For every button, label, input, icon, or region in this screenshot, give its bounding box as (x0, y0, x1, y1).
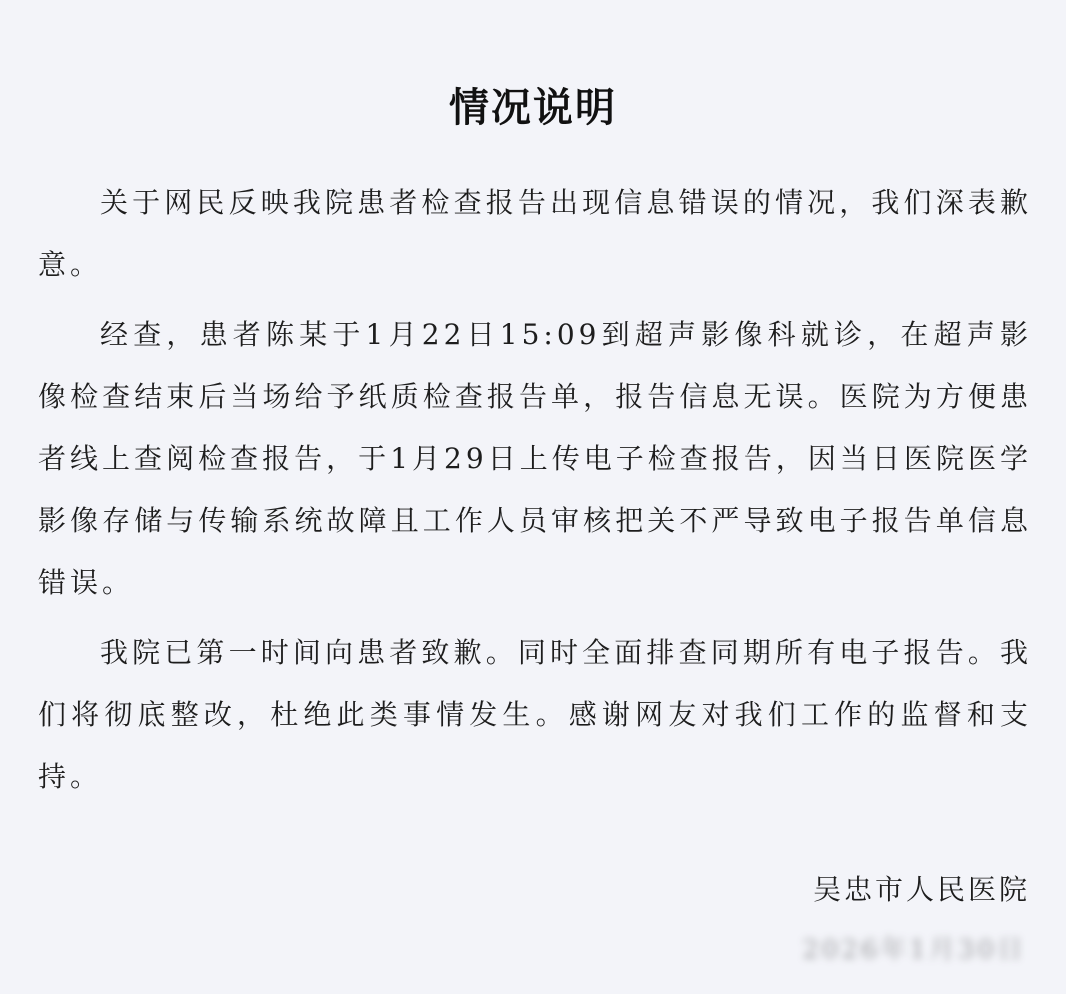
paragraph-investigation: 经查，患者陈某于1月22日15:09到超声影像科就诊，在超声影像检查结束后当场给予纸质检查报告单，报告信息无误。医院为方便患者线上查阅检查报告，于1月29日上传电子检查报告，因当日医院医学影像存储与传输系统故障且工作人员审核把关不严导致电子报告单信息错误。 (38, 318, 1032, 599)
document-body (38, 172, 1032, 816)
paragraph-apology: 关于网民反映我院患者检查报告出现信息错误的情况，我们深表歉意。 (38, 186, 1032, 281)
issuer-signature: 吴忠市人民医院 (812, 873, 1030, 906)
paragraph-remedy: 我院已第一时间向患者致歉。同时全面排查同期所有电子报告。我们将彻底整改，杜绝此类事情发生。感谢网友对我们工作的监督和支持。 (38, 636, 1032, 793)
document-title: 情况说明 (449, 85, 617, 131)
issue-date: 2026年1月30日 (802, 935, 1026, 965)
